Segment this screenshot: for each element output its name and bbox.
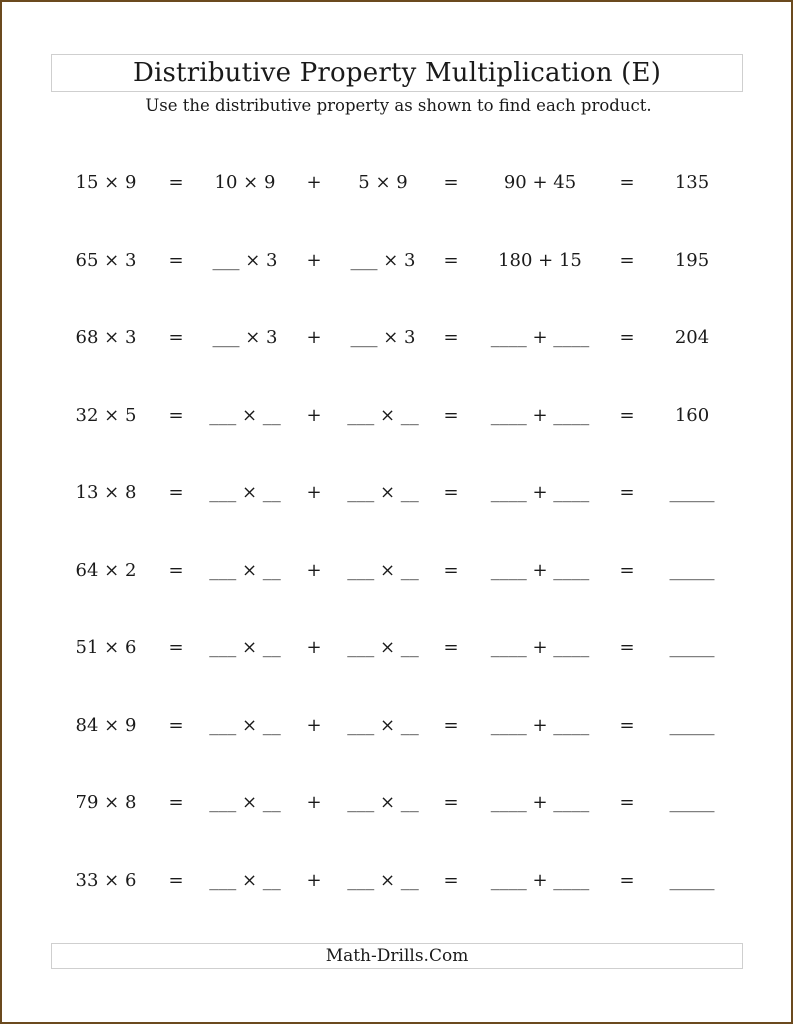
answer: 195 [674, 249, 710, 271]
second-partial-product: ___ × 3 [350, 249, 416, 271]
partial-sum: ____ + ____ [490, 482, 590, 503]
problem-row [2, 712, 793, 740]
problem-expression: 15 × 9 [75, 172, 137, 193]
equals-sign: = [168, 249, 184, 271]
equals-sign: = [443, 869, 459, 891]
first-partial-product: ___ × 3 [212, 327, 278, 348]
partial-sum: 90 + 45 [503, 172, 577, 193]
second-partial-product: ___ × 3 [350, 327, 416, 348]
plus-sign: + [306, 327, 322, 348]
partial-sum: ____ + ____ [490, 327, 590, 348]
partial-sum: 180 + 15 [498, 249, 582, 271]
plus-sign: + [306, 559, 322, 581]
answer: 135 [674, 172, 710, 193]
second-partial-product: ___ × __ [347, 637, 419, 658]
problem-expression: 65 × 3 [75, 249, 137, 271]
equals-sign: = [619, 637, 635, 658]
footer-brand: Math-Drills.Com [325, 946, 469, 966]
first-partial-product: ___ × __ [209, 869, 281, 891]
problem-expression: 79 × 8 [75, 792, 137, 813]
equals-sign: = [443, 792, 459, 813]
problem-row [2, 789, 793, 817]
problem-row [2, 867, 793, 895]
equals-sign: = [619, 327, 635, 348]
equals-sign: = [619, 714, 635, 736]
second-partial-product: ___ × __ [347, 792, 419, 813]
problem-expression: 64 × 2 [75, 559, 137, 581]
second-partial-product: 5 × 9 [358, 172, 408, 193]
problem-row [2, 402, 793, 430]
equals-sign: = [619, 869, 635, 891]
footer-box [51, 943, 743, 969]
title-box [51, 54, 743, 92]
second-partial-product: ___ × __ [347, 869, 419, 891]
plus-sign: + [306, 482, 322, 503]
equals-sign: = [168, 637, 184, 658]
equals-sign: = [443, 714, 459, 736]
equals-sign: = [168, 404, 184, 426]
equals-sign: = [168, 482, 184, 503]
answer: _____ [669, 714, 715, 736]
equals-sign: = [443, 559, 459, 581]
equals-sign: = [619, 172, 635, 193]
plus-sign: + [306, 869, 322, 891]
answer: 204 [674, 327, 710, 348]
first-partial-product: ___ × __ [209, 792, 281, 813]
instructions: Use the distributive property as shown to find each product. [145, 96, 652, 115]
partial-sum: ____ + ____ [490, 869, 590, 891]
plus-sign: + [306, 637, 322, 658]
equals-sign: = [443, 327, 459, 348]
plus-sign: + [306, 404, 322, 426]
problem-expression: 84 × 9 [75, 714, 137, 736]
equals-sign: = [619, 249, 635, 271]
first-partial-product: ___ × __ [209, 714, 281, 736]
problem-row [2, 479, 793, 507]
second-partial-product: ___ × __ [347, 559, 419, 581]
problem-row [2, 324, 793, 352]
problem-expression: 68 × 3 [75, 327, 137, 348]
equals-sign: = [619, 792, 635, 813]
answer: _____ [669, 637, 715, 658]
answer: _____ [669, 792, 715, 813]
second-partial-product: ___ × __ [347, 404, 419, 426]
page-title: Distributive Property Multiplication (E) [132, 58, 662, 88]
equals-sign: = [443, 404, 459, 426]
problem-row [2, 247, 793, 275]
plus-sign: + [306, 792, 322, 813]
problem-expression: 32 × 5 [75, 404, 137, 426]
equals-sign: = [619, 404, 635, 426]
partial-sum: ____ + ____ [490, 559, 590, 581]
equals-sign: = [443, 637, 459, 658]
equals-sign: = [168, 172, 184, 193]
equals-sign: = [619, 559, 635, 581]
partial-sum: ____ + ____ [490, 637, 590, 658]
first-partial-product: ___ × __ [209, 637, 281, 658]
partial-sum: ____ + ____ [490, 404, 590, 426]
answer: _____ [669, 482, 715, 503]
problem-row [2, 557, 793, 585]
problem-expression: 33 × 6 [75, 869, 137, 891]
answer: _____ [669, 869, 715, 891]
equals-sign: = [168, 792, 184, 813]
second-partial-product: ___ × __ [347, 482, 419, 503]
equals-sign: = [443, 482, 459, 503]
problem-row [2, 169, 793, 197]
equals-sign: = [168, 714, 184, 736]
first-partial-product: ___ × 3 [212, 249, 278, 271]
equals-sign: = [168, 559, 184, 581]
plus-sign: + [306, 714, 322, 736]
first-partial-product: ___ × __ [209, 404, 281, 426]
plus-sign: + [306, 172, 322, 193]
answer: _____ [669, 559, 715, 581]
equals-sign: = [443, 249, 459, 271]
partial-sum: ____ + ____ [490, 714, 590, 736]
plus-sign: + [306, 249, 322, 271]
first-partial-product: 10 × 9 [214, 172, 276, 193]
problem-row [2, 634, 793, 662]
first-partial-product: ___ × __ [209, 482, 281, 503]
second-partial-product: ___ × __ [347, 714, 419, 736]
equals-sign: = [168, 327, 184, 348]
equals-sign: = [619, 482, 635, 503]
first-partial-product: ___ × __ [209, 559, 281, 581]
problem-expression: 13 × 8 [75, 482, 137, 503]
problem-expression: 51 × 6 [75, 637, 137, 658]
equals-sign: = [443, 172, 459, 193]
partial-sum: ____ + ____ [490, 792, 590, 813]
equals-sign: = [168, 869, 184, 891]
answer: 160 [674, 404, 710, 426]
